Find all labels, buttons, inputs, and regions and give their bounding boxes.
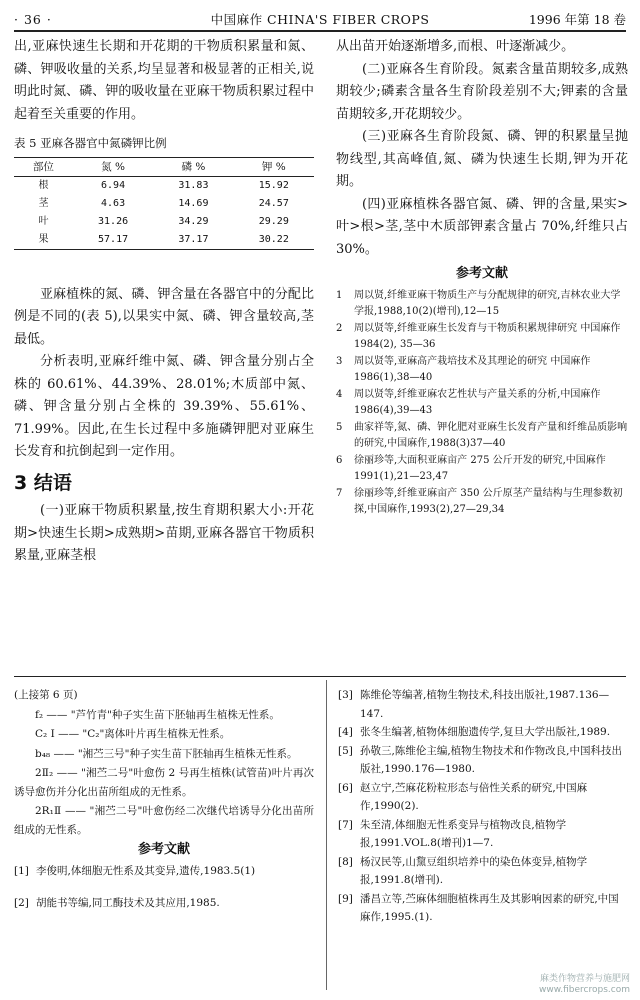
reference-item xyxy=(338,779,628,816)
page-header xyxy=(14,8,626,32)
volume-info: 1996 年第 18 卷 xyxy=(528,12,626,27)
reference-item xyxy=(338,742,628,779)
ref-text: 曲家祥等,氮、磷、钾化肥对亚麻生长发育产量和纤维品质影响的研究,中国麻作,1988(3)37—40 xyxy=(354,421,628,449)
table-header: 钾 % xyxy=(234,157,314,176)
left-column xyxy=(14,36,314,568)
ref-number: [6] xyxy=(338,781,353,794)
table-cell: 叶 xyxy=(38,215,49,227)
watermark-url: www.fibercrops.com xyxy=(539,985,630,995)
table-header: 氮 % xyxy=(73,157,153,176)
watermark xyxy=(539,974,630,996)
ref-number: 4 xyxy=(336,388,343,400)
continued-note: (上接第 6 页) xyxy=(14,689,78,701)
continued-right-column xyxy=(338,686,628,927)
paragraph: 从出苗开始逐渐增多,而根、叶逐渐减少。 xyxy=(336,39,575,54)
reference-item xyxy=(336,453,628,486)
table-cell: 14.69 xyxy=(178,197,209,209)
paragraph: 分析表明,亚麻纤维中氮、磷、钾含量分别占全株的 60.61%、44.39%、28.01%;木质部中氮、磷、钾含量分别占全株的 39.39%、55.61%、71.99%。因此,在生长过程中多施磷钾肥对亚麻生长发育和抗倒起到一定作用。 xyxy=(14,354,314,459)
reference-item xyxy=(338,890,628,927)
table-cell: 6.94 xyxy=(101,179,126,191)
ref-text: 陈维伦等编著,植物生物技术,科技出版社,1987.136—147. xyxy=(360,689,610,720)
section-title: 3 结语 xyxy=(14,471,72,494)
journal-name: 中国麻作 CHINA'S FIBER CROPS xyxy=(210,12,430,27)
ref-text: 赵立宁,苎麻花粉粒形态与倍性关系的研究,中国麻作,1990(2). xyxy=(360,781,588,812)
table-row xyxy=(14,231,314,250)
table-header: 磷 % xyxy=(153,157,233,176)
ref-text: 张冬生编著,植物体细胞遗传学,复旦大学出版社,1989. xyxy=(360,726,611,738)
watermark-line: 麻类作物营养与施肥网 xyxy=(539,974,630,984)
ref-number: [1] xyxy=(14,864,29,877)
ref-text: 胡能书等编,同工酶技术及其应用,1985. xyxy=(36,897,220,909)
paragraph: 2R₁Ⅱ —— "湘苎二号"叶愈伤经二次继代培诱导分化出苗所组成的无性系。 xyxy=(14,805,314,836)
ref-number: [8] xyxy=(338,855,353,868)
page-number: · 36 · xyxy=(14,11,52,27)
continued-left-column xyxy=(14,686,314,913)
ref-number: [5] xyxy=(338,744,353,757)
paragraph: b₄₈ —— "湘苎三号"种子实生苗下胚轴再生植株无性系。 xyxy=(35,747,298,760)
ref-number: [2] xyxy=(14,897,29,909)
reference-item xyxy=(14,894,314,913)
table-cell: 34.29 xyxy=(178,215,209,227)
ref-text: 周以贤等,纤维亚麻生长发育与干物质积累规律研究 中国麻作 1984(2), 35—36 xyxy=(354,322,621,350)
ref-number: 6 xyxy=(336,454,343,466)
references-heading: 参考文献 xyxy=(137,842,190,857)
paragraph: (一)亚麻干物质积累量,按生育期积累大小:开花期>快速生长期>成熟期>苗期,亚麻各器官干物质积累量,亚麻茎根 xyxy=(14,503,314,563)
table-row xyxy=(14,195,314,213)
table-cell: 29.29 xyxy=(258,215,289,227)
ref-number: [3] xyxy=(338,689,353,701)
ref-text: 周以贤等,亚麻高产栽培技术及其理论的研究 中国麻作 1986(1),38—40 xyxy=(354,355,591,383)
table-cell: 15.92 xyxy=(258,179,289,191)
ref-number: 3 xyxy=(336,355,343,367)
reference-item xyxy=(336,354,628,387)
right-column xyxy=(336,36,628,519)
table-cell: 57.17 xyxy=(98,233,129,245)
table-cell: 茎 xyxy=(38,197,49,209)
ref-text: 孙敬三,陈维伦主编,植物生物技术和作物改良,中国科技出版社,1990.176—1980. xyxy=(360,744,623,775)
reference-item xyxy=(338,853,628,890)
table-header: 部位 xyxy=(14,157,73,176)
paragraph: 出,亚麻快速生长期和开花期的干物质积累量和氮、磷、钾吸收量的关系,均呈显著和极显著的正相关,说明此时氮、磷、钾的吸收量在亚麻干物质积累过程中起着至关重要的作用。 xyxy=(14,39,314,122)
table-5 xyxy=(14,157,314,250)
paragraph: (四)亚麻植株各器官氮、磷、钾的含量,果实>叶>根>茎,茎中木质部钾素含量占 70%,纤维只占 30%。 xyxy=(336,196,628,257)
ref-number: [4] xyxy=(338,726,353,738)
ref-text: 朱至清,体细胞无性系变异与植物改良,植物学报,1991.VOL.8(增刊)1—7. xyxy=(360,818,567,849)
table-cell: 果 xyxy=(38,233,49,245)
table-cell: 30.22 xyxy=(258,233,289,245)
reference-item xyxy=(336,387,628,420)
reference-item xyxy=(336,321,628,354)
table-cell: 根 xyxy=(38,179,49,191)
reference-item xyxy=(14,862,314,881)
paragraph: (二)亚麻各生育阶段。氮素含量苗期较多,成熟期较少;磷素含量各生育阶段差别不大;钾素的含量苗期较多,开花期较少。 xyxy=(336,61,628,122)
column-divider xyxy=(326,680,327,990)
table-row xyxy=(14,213,314,231)
reference-item xyxy=(338,723,628,742)
ref-number: 2 xyxy=(336,322,343,334)
ref-text: 潘昌立等,苎麻体细胞植株再生及其影响因素的研究,中国麻作,1995.(1). xyxy=(360,892,619,923)
ref-text: 周以贤,纤维亚麻干物质生产与分配规律的研究,吉林农业大学学报,1988,10(2)(增刊),12—15 xyxy=(354,289,621,317)
ref-number: [9] xyxy=(338,892,353,905)
paragraph: f₂ —— "芦竹青"种子实生苗下胚轴再生植株无性系。 xyxy=(35,708,280,721)
ref-number: 7 xyxy=(336,487,343,499)
section-divider xyxy=(14,676,626,677)
table-cell: 31.26 xyxy=(98,215,129,227)
table-cell: 4.63 xyxy=(101,197,126,209)
reference-item xyxy=(336,288,628,321)
reference-item xyxy=(336,486,628,519)
paragraph: C₂ I —— "C₂"离体叶片再生植株无性系。 xyxy=(35,728,231,740)
ref-number: [7] xyxy=(338,818,353,831)
table-caption: 表 5 亚麻各器官中氮磷钾比例 xyxy=(14,136,167,150)
ref-number: 5 xyxy=(336,421,343,433)
reference-item xyxy=(338,816,628,853)
ref-text: 周以贤等,纤维亚麻农艺性状与产量关系的分析,中国麻作 1986(4),39—43 xyxy=(354,388,601,416)
references-heading: 参考文献 xyxy=(455,266,508,281)
table-row xyxy=(14,176,314,195)
reference-item xyxy=(338,686,628,723)
paragraph: (三)亚麻各生育阶段氮、磷、钾的积累量呈抛物线型,其高峰值,氮、磷为快速生长期,钾为开花期。 xyxy=(336,129,628,189)
paragraph: 亚麻植株的氮、磷、钾含量在各器官中的分配比例是不同的(表 5),以果实中氮、磷、钾含量较高,茎最低。 xyxy=(14,286,314,347)
ref-text: 杨汉民等,山黧豆组织培养中的染色体变异,植物学报,1991.8(增刊). xyxy=(360,855,588,886)
ref-text: 徐丽珍等,纤维亚麻亩产 350 公斤原茎产量结构与生理参数初探,中国麻作,1993(2),27—29,34 xyxy=(354,487,623,515)
table-cell: 24.57 xyxy=(258,197,289,209)
paragraph: 2Ⅱ₂ —— "湘苎二号"叶愈伤 2 号再生植株(试管苗)叶片再次诱导愈伤并分化出苗所组成的无性系。 xyxy=(14,767,314,798)
ref-text: 徐丽珍等,大面积亚麻亩产 275 公斤开发的研究,中国麻作 1991(1),21—23,47 xyxy=(354,454,606,482)
reference-item xyxy=(336,420,628,453)
ref-text: 李俊明,体细胞无性系及其变异,遗传,1983.5(1) xyxy=(36,864,256,877)
ref-number: 1 xyxy=(336,289,343,301)
table-cell: 31.83 xyxy=(178,179,209,191)
table-cell: 37.17 xyxy=(178,233,209,245)
